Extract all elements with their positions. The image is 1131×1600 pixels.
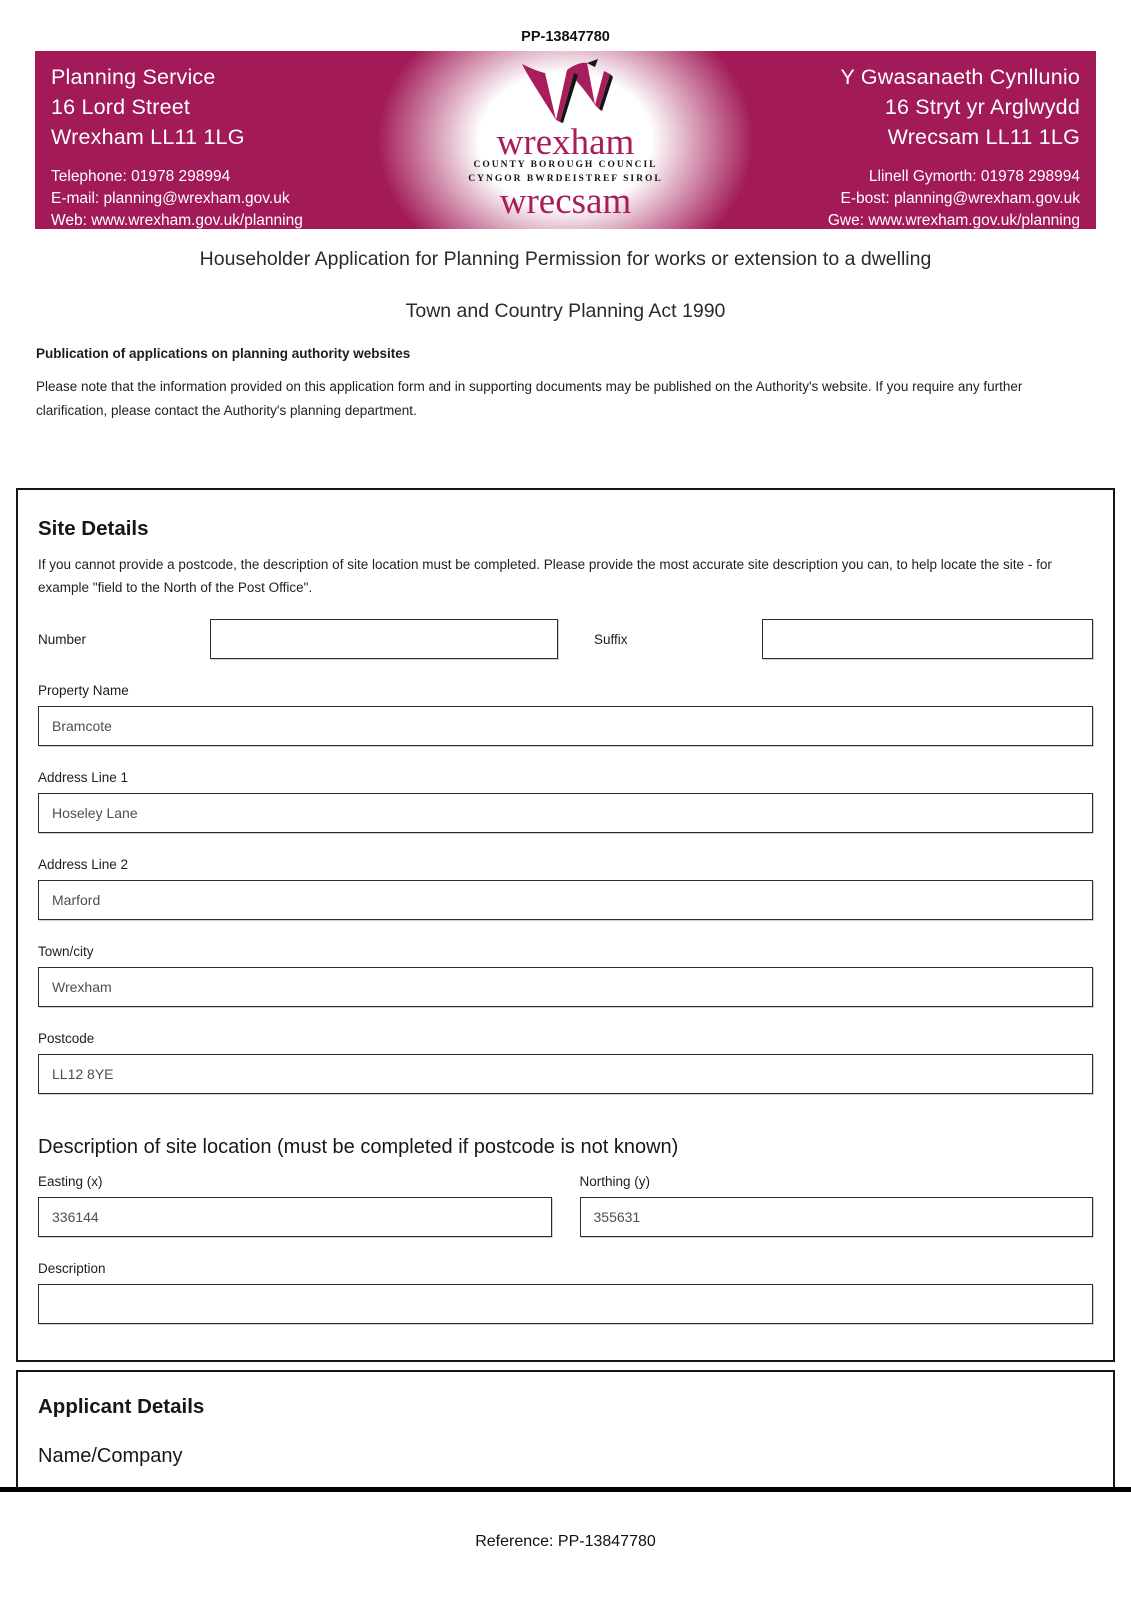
publication-text: Please note that the information provided on this application form and in supporting documents may be published on the Authority's website. If you require any further clarification, please contact the Authority's planning department.	[36, 379, 1023, 418]
description-field	[38, 1261, 1093, 1324]
site-details-intro: If you cannot provide a postcode, the description of site location must be completed. Please provide the most accurate site description you can, to help locate the site - for example "field to the North of the Post Office".	[38, 557, 1052, 595]
easting-label: Easting (x)	[38, 1174, 103, 1189]
northing-input[interactable]	[580, 1197, 1094, 1237]
description-input[interactable]	[38, 1284, 1093, 1324]
telephone-en: Telephone: 01978 298994	[51, 168, 231, 185]
postcode-input[interactable]	[38, 1054, 1093, 1094]
site-location-heading: Description of site location (must be completed if postcode is not known)	[38, 1136, 679, 1158]
property-name-field	[38, 683, 1093, 746]
address-line-1-label: Address Line 1	[38, 770, 129, 785]
suffix-input[interactable]	[762, 619, 1093, 659]
planning-service-address-en	[51, 62, 303, 232]
street-en: 16 Lord Street	[51, 95, 191, 119]
postcode-label: Postcode	[38, 1031, 95, 1046]
logo-caps-english: COUNTY BOROUGH COUNCIL	[473, 160, 658, 170]
address-line-1-input[interactable]	[38, 793, 1093, 833]
number-label: Number	[38, 631, 87, 647]
council-header-banner	[35, 51, 1096, 229]
suffix-label: Suffix	[594, 631, 628, 647]
town-city-label: Town/city	[38, 944, 94, 959]
footer-reference: Reference: PP-13847780	[475, 1533, 656, 1550]
address-line-2-label: Address Line 2	[38, 857, 129, 872]
wrexham-council-logo	[441, 57, 691, 222]
email-cy: E-bost: planning@wrexham.gov.uk	[840, 190, 1080, 207]
town-postcode-en: Wrexham LL11 1LG	[51, 125, 245, 149]
service-name-cy: Y Gwasanaeth Cynllunio	[840, 65, 1080, 89]
address-line-2-field	[38, 857, 1093, 920]
email-en: E-mail: planning@wrexham.gov.uk	[51, 190, 290, 207]
applicant-details-section	[16, 1370, 1115, 1487]
number-suffix-row	[38, 619, 1093, 659]
northing-label: Northing (y)	[579, 1174, 651, 1189]
town-city-field	[38, 944, 1093, 1007]
page-break-line	[0, 1487, 1131, 1492]
web-en: Web: www.wrexham.gov.uk/planning	[51, 212, 303, 229]
wrexham-w-icon	[516, 57, 616, 127]
web-cy: Gwe: www.wrexham.gov.uk/planning	[827, 212, 1080, 229]
applicant-details-heading: Applicant Details	[38, 1395, 205, 1418]
easting-field	[38, 1174, 552, 1237]
northing-field	[580, 1174, 1094, 1237]
logo-wordmark-welsh: wrecsam	[499, 181, 632, 222]
planning-service-address-cy	[828, 62, 1080, 232]
number-input[interactable]	[210, 619, 558, 659]
postcode-field	[38, 1031, 1093, 1094]
easting-input[interactable]	[38, 1197, 552, 1237]
address-line-1-field	[38, 770, 1093, 833]
street-cy: 16 Stryt yr Arglwydd	[884, 95, 1080, 119]
top-reference-number: PP-13847780	[521, 29, 610, 45]
logo-wordmark-english: wrexham	[496, 122, 635, 163]
site-details-section	[16, 488, 1115, 1362]
description-label: Description	[38, 1261, 106, 1276]
property-name-label: Property Name	[38, 683, 129, 698]
site-details-heading: Site Details	[38, 517, 149, 540]
publication-heading: Publication of applications on planning authority websites	[36, 346, 411, 361]
form-title: Householder Application for Planning Permission for works or extension to a dwelling	[199, 248, 932, 270]
coordinates-row	[38, 1174, 1093, 1237]
town-postcode-cy: Wrecsam LL11 1LG	[887, 125, 1080, 149]
property-name-input[interactable]	[38, 706, 1093, 746]
telephone-cy: Llinell Gymorth: 01978 298994	[868, 168, 1080, 185]
name-company-label: Name/Company	[38, 1445, 183, 1467]
address-line-2-input[interactable]	[38, 880, 1093, 920]
town-city-input[interactable]	[38, 967, 1093, 1007]
form-subtitle: Town and Country Planning Act 1990	[405, 300, 726, 322]
logo-caps-welsh: CYNGOR BWRDEISTREF SIROL	[468, 174, 663, 184]
service-name-en: Planning Service	[51, 65, 216, 89]
